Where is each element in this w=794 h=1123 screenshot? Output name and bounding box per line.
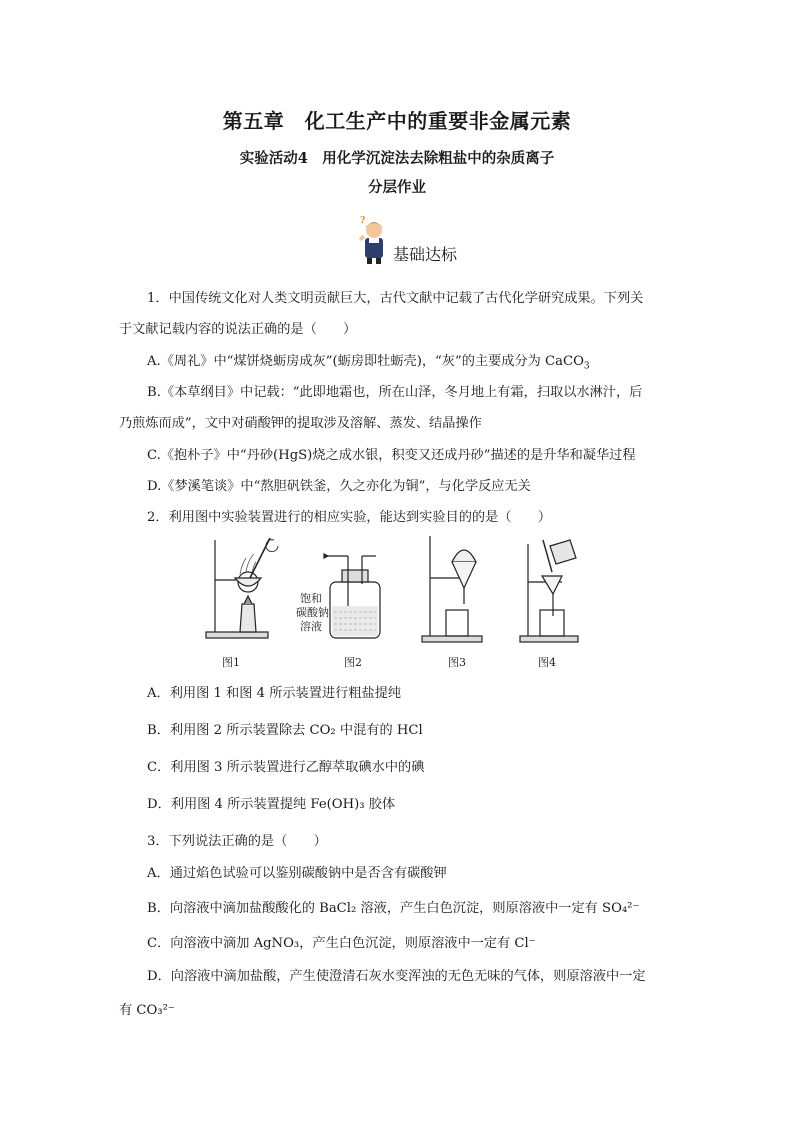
figure-4-filtration <box>520 540 578 642</box>
q3-option-c: C．向溶液中滴加 AgNO₃，产生白色沉淀，则原溶液中一定有 Cl⁻ <box>147 936 536 951</box>
q3-option-b: B．向溶液中滴加盐酸酸化的 BaCl₂ 溶液，产生白色沉淀，则原溶液中一定有 SO₄²⁻ <box>147 901 640 916</box>
figure-1-caption: 图1 <box>222 656 240 669</box>
q3-option-d-line-2: 有 CO₃²⁻ <box>119 1003 175 1018</box>
figure-2-label-3: 溶液 <box>300 620 322 633</box>
section-label: 基础达标 <box>393 245 458 264</box>
thinking-student-icon <box>352 214 392 264</box>
q1-stem-line-2: 于文献记载内容的说法正确的是（ ） <box>119 322 357 337</box>
figure-3-caption: 图3 <box>448 656 466 669</box>
apparatus-figures <box>200 532 580 672</box>
q2-option-b: B．利用图 2 所示装置除去 CO₂ 中混有的 HCl <box>147 723 423 738</box>
q2-option-c: C．利用图 3 所示装置进行乙醇萃取碘水中的碘 <box>147 760 425 775</box>
q1-option-c: C.《抱朴子》中“丹砂(HgS)烧之成水银，积变又还成丹砂”描述的是升华和凝华过程 <box>147 448 636 463</box>
q1-option-b-line-1: B.《本草纲目》中记载：“此即地霜也，所在山泽，冬月地上有霜，扫取以水淋汁，后 <box>147 385 643 400</box>
q1-option-b-line-2: 乃煎炼而成”，文中对硝酸钾的提取涉及溶解、蒸发、结晶操作 <box>119 416 482 431</box>
figure-4-caption: 图4 <box>538 656 556 669</box>
figure-1-evaporation <box>206 538 278 638</box>
q3-option-a: A．通过焰色试验可以鉴别碳酸钠中是否含有碳酸钾 <box>147 866 447 881</box>
svg-text:?: ? <box>360 216 366 226</box>
figure-2-gas-washing-bottle <box>324 554 380 638</box>
activity-title: 实验活动4 用化学沉淀法去除粗盐中的杂质离子 <box>239 150 555 167</box>
q1-option-a: A.《周礼》中“煤饼烧蛎房成灰”(蛎房即牡蛎壳)，“灰”的主要成分为 CaCO$_3$ <box>147 354 590 372</box>
figure-2-label-2: 碳酸钠 <box>296 606 329 619</box>
chapter-title: 第五章 化工生产中的重要非金属元素 <box>222 109 572 133</box>
q2-option-a: A．利用图 1 和图 4 所示装置进行粗盐提纯 <box>147 686 402 701</box>
worksheet-subtitle: 分层作业 <box>368 179 426 196</box>
q1-option-d: D.《梦溪笔谈》中“熬胆矾铁釜，久之亦化为铜”，与化学反应无关 <box>147 479 531 494</box>
q1-stem-line-1: 1．中国传统文化对人类文明贡献巨大，古代文献中记载了古代化学研究成果。下列关 <box>147 291 644 306</box>
q3-option-d-line-1: D．向溶液中滴加盐酸，产生使澄清石灰水变浑浊的无色无味的气体，则原溶液中一定 <box>147 969 646 984</box>
q2-option-d: D．利用图 4 所示装置提纯 Fe(OH)₃ 胶体 <box>147 797 396 812</box>
q3-stem: 3．下列说法正确的是（ ） <box>147 834 327 849</box>
q2-stem: 2．利用图中实验装置进行的相应实验，能达到实验目的的是（ ） <box>147 510 552 525</box>
figure-2-label-1: 饱和 <box>300 592 322 605</box>
figure-3-separatory-funnel <box>422 536 482 642</box>
figure-2-caption: 图2 <box>344 656 362 669</box>
